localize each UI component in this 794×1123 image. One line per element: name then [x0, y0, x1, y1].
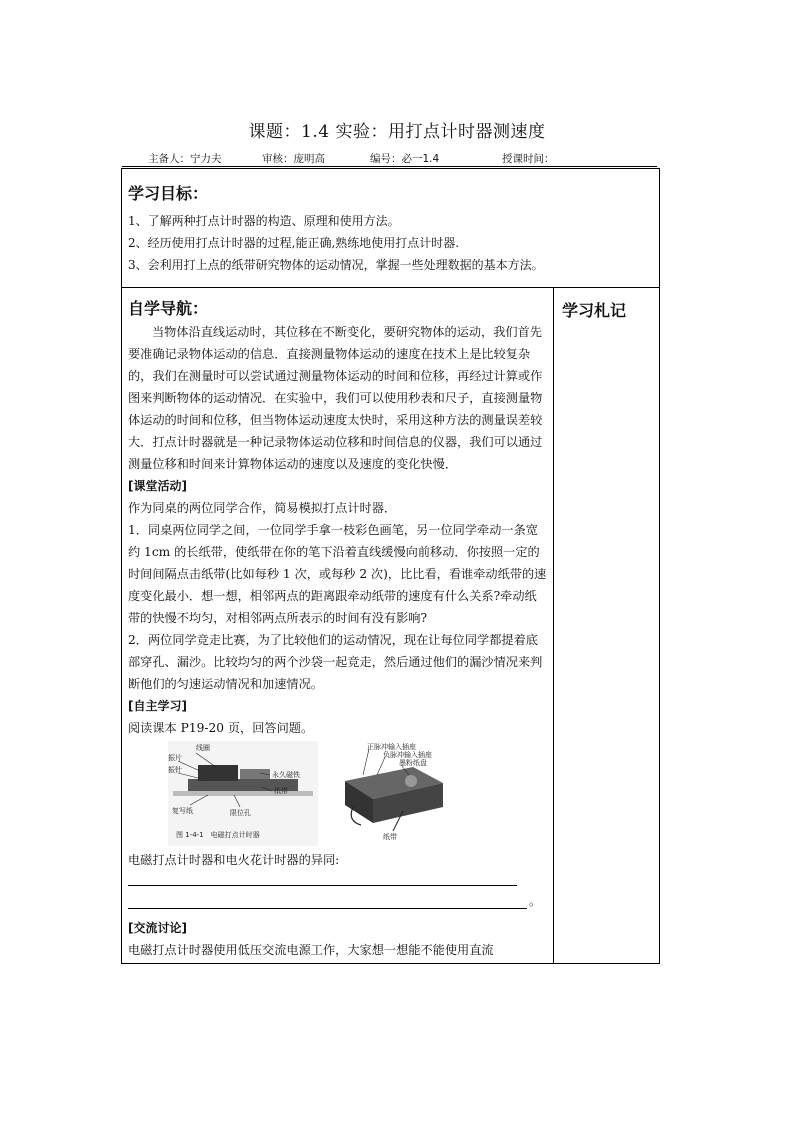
- notes-heading: 学习札记: [562, 301, 627, 320]
- notes-section: [554, 288, 660, 964]
- answer-line[interactable]: [128, 894, 541, 909]
- fig1-label: 限位孔: [230, 809, 251, 817]
- fig2-label: 墨粉纸盘: [399, 759, 427, 767]
- code-field: 编号：必一1.4: [370, 153, 440, 165]
- fig2-label: 负脉冲输入插座: [383, 751, 432, 759]
- goal-item: 2、经历使用打点计时器的过程,能正确,熟练地使用打点计时器.: [128, 236, 460, 250]
- read-instruction: 阅读课本 P19-20 页，回答问题。: [128, 721, 314, 735]
- meta-line: [122, 151, 657, 167]
- fig1-label: 永久磁铁: [272, 771, 300, 779]
- navigation-heading: 自学导航：: [128, 299, 209, 318]
- electromagnetic-timer-figure: [168, 741, 318, 846]
- answer-period: 。: [528, 894, 541, 908]
- worksheet-table: [121, 168, 660, 964]
- question-text: 电磁打点计时器和电火花计时器的异同:: [128, 853, 340, 867]
- class-activity-heading: [课堂活动]: [128, 479, 187, 493]
- activity-1: 1．同桌两位同学之间，一位同学手拿一枝彩色画笔，另一位同学牵动一条宽约 1cm 的长纸带，使纸带在你的笔下沿着直线缓慢向前移动．你按照一定的时间间隔点击纸带(比如每秒 1 次，或每秒 2 次)，比比看，看谁牵动纸带的速度变化最小．想一想，相邻两点的距离跟牵动纸带的速度有什么关系?牵动纸带的快慢不均匀，对相邻两点所表示的时间有没有影响?: [128, 523, 547, 625]
- spark-timer-figure: [333, 741, 473, 841]
- coil: [198, 765, 238, 781]
- navigation-section: [122, 288, 554, 964]
- fig2-label: 纸带: [383, 833, 397, 841]
- fig1-caption: 图 1-4-1 电磁打点计时器: [176, 831, 260, 839]
- discussion-text: 电磁打点计时器使用低压交流电源工作，大家想一想能不能使用直流: [128, 943, 494, 957]
- fig1-label: 线圈: [196, 744, 210, 752]
- fig1-label: 纸带: [274, 787, 288, 795]
- goal-item: 3、会利用打上点的纸带研究物体的运动情况，掌握一些处理数据的基本方法。: [128, 258, 544, 272]
- fig1-label: 复写纸: [172, 807, 193, 815]
- goals-heading: 学习目标：: [128, 184, 209, 203]
- time-field: 授课时间：: [502, 153, 555, 165]
- answer-line[interactable]: [128, 871, 517, 886]
- activity-2: 2．两位同学竞走比赛，为了比较他们的运动情况，现在让每位同学都提着底部穿孔、漏沙。比较均匀的两个沙袋一起竞走，然后通过他们的漏沙情况来判断他们的匀速运动情况和加速情况。: [128, 633, 543, 691]
- self-study-heading: [自主学习]: [128, 699, 187, 713]
- discussion-heading: [交流讨论]: [128, 921, 187, 935]
- page-title: 课题：1.4 实验：用打点计时器测速度: [248, 122, 546, 142]
- figures: [128, 741, 547, 849]
- fig1-label: 振针: [168, 766, 182, 774]
- author-field: 主备人：宁力夫: [148, 153, 222, 165]
- goals-section: [122, 169, 660, 288]
- fig1-label: 振片: [168, 754, 182, 762]
- fig2-label: 正脉冲输入插座: [367, 743, 416, 751]
- tape: [173, 791, 313, 796]
- intro-paragraph: 当物体沿直线运动时，其位移在不断变化，要研究物体的运动，我们首先要准确记录物体运动的信息．直接测量物体运动的速度在技术上是比较复杂的，我们在测量时可以尝试通过测量物体运动的时间和位移，再经过计算或作图来判断物体的运动情况．在实验中，我们可以使用秒表和尺子，直接测量物体运动的时间和位移，但当物体运动速度太快时，采用这种方法的测量误差较大．打点计时器就是一种记录物体运动位移和时间信息的仪器，我们可以通过测量位移和时间来计算物体运动的速度以及速度的变化快慢．: [128, 325, 543, 471]
- toner-disc: [405, 775, 417, 787]
- goal-item: 1、了解两种打点计时器的构造、原理和使用方法。: [128, 214, 400, 228]
- reviewer-field: 审核：庞明高: [262, 153, 325, 165]
- activity-intro: 作为同桌的两位同学合作，简易模拟打点计时器．: [128, 501, 397, 515]
